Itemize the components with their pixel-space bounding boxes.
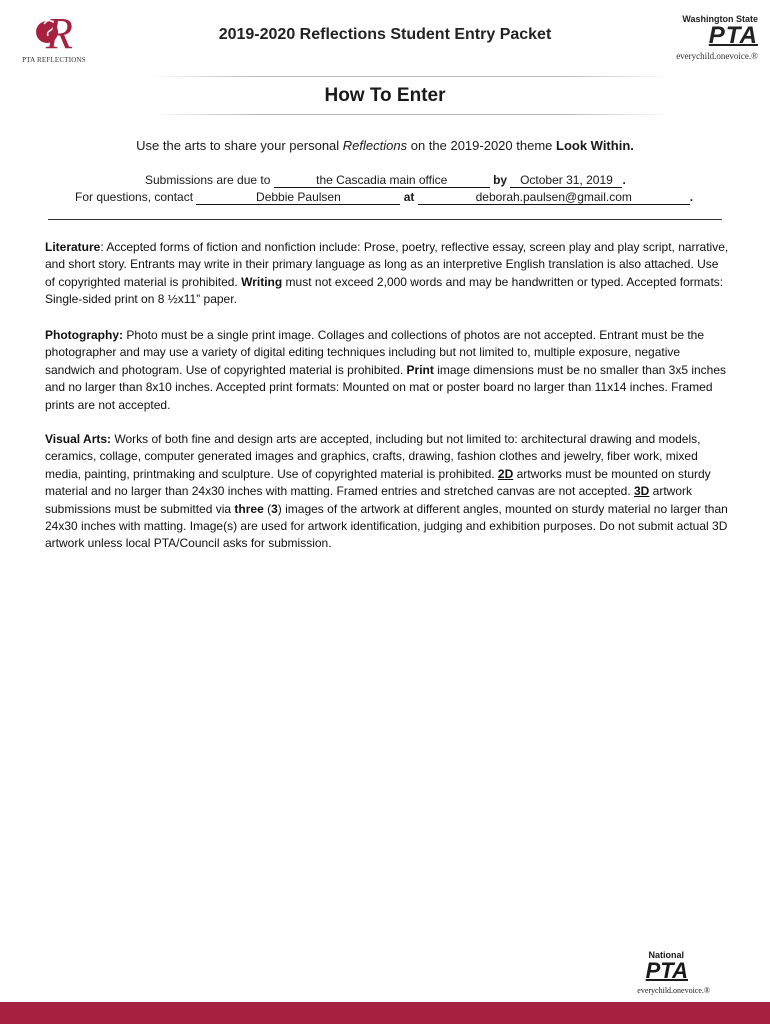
page-title: How To Enter xyxy=(324,85,446,106)
visual-arts-3: 3 xyxy=(271,501,278,516)
reflections-r-icon xyxy=(32,10,82,54)
reflections-logo-caption: PTA REFLECTIONS xyxy=(22,56,86,64)
wa-pta-mark: PTA xyxy=(708,22,758,49)
at-label: at xyxy=(403,190,418,204)
literature-text-1: : Accepted forms of fiction and nonfiction include: Prose, poetry, reflective essay, screen play and play script, narrative, and short story. Entrants may write in their primary language as long as an interpretive English translation is also attached. Use of copyrighted material is prohibited. xyxy=(45,240,729,289)
header-rule xyxy=(150,76,670,77)
visual-arts-text-1: Works of both fine and design arts are accepted, including but not limited to: architectural drawing and models, ceramics, collage, computer generated images and graphics, crafts, drawing, fashion clothes and jewelry, fiber work, mixed media, painting, printmaking and sculpture. Use of copyrighted material is prohibited. xyxy=(45,432,701,481)
literature-heading: Literature xyxy=(45,240,101,254)
due-label: Submissions are due to xyxy=(145,173,274,187)
header-title: 2019-2020 Reflections Student Entry Packet xyxy=(218,26,552,43)
contact-email-field[interactable]: deborah.paulsen@gmail.com xyxy=(418,190,690,205)
visual-arts-2d: 2D xyxy=(497,466,514,481)
visual-arts-text-5: ) images of the artwork at different angles, mounted on sturdy material no larger than 24x30 inches with matting. Image(s) are used for artwork identification, judging and exhibition purposes. Do not submit actual 3D artwork unless local PTA/Council asks for submission. xyxy=(45,501,728,551)
wa-pta-tagline: everychild.onevoice.® xyxy=(676,51,758,61)
intro-emphasis: Reflections xyxy=(342,138,408,153)
literature-paragraph xyxy=(45,239,729,309)
national-pta-logo xyxy=(610,950,710,1000)
literature-text-2: must not exceed 2,000 words and may be handwritten or typed. Accepted formats: Single-sided print on 8 ½x11” paper. xyxy=(45,274,724,307)
national-pta-tagline: everychild.onevoice.® xyxy=(637,986,710,995)
photography-heading: Photography: xyxy=(45,328,123,342)
intro-theme: Look Within. xyxy=(556,138,634,153)
photography-bold-1: Print xyxy=(406,362,434,377)
visual-arts-text-4: ( xyxy=(263,501,272,516)
title-rule xyxy=(150,114,670,115)
due-location-field[interactable]: the Cascadia main office xyxy=(274,173,490,188)
visual-arts-three: three xyxy=(234,501,264,516)
photography-text-1: Photo must be a single print image. Collages and collections of photos are not accepted. Entrant must be the photographer and may use a variety of digital editing techniques including but not limited to, multiple exposure, negative sandwich and photogram. Use of copyrighted material is prohibited. xyxy=(45,328,705,377)
visual-arts-heading: Visual Arts: xyxy=(45,432,112,446)
visual-arts-paragraph xyxy=(45,431,729,553)
svg-text:R: R xyxy=(46,10,73,54)
national-pta-national: National xyxy=(648,950,684,960)
national-pta-mark: PTA xyxy=(645,958,688,983)
due-period: . xyxy=(622,173,626,187)
visual-arts-text-2: artworks must be mounted on sturdy material and no larger than 24x30 inches with matting. Framed entries and stretched canvas are not accepted. xyxy=(45,466,711,499)
intro-pre: Use the arts to share your personal xyxy=(136,138,343,153)
section-divider xyxy=(48,219,722,220)
visual-arts-3d: 3D xyxy=(634,484,650,499)
washington-state-pta-logo xyxy=(608,14,758,64)
footer-bar xyxy=(0,1002,770,1024)
contact-label: For questions, contact xyxy=(75,190,197,204)
by-label: by xyxy=(493,173,511,187)
intro-mid: on the 2019-2020 theme xyxy=(407,138,556,153)
due-date-field[interactable]: October 31, 2019 xyxy=(510,173,622,188)
literature-bold-1: Writing xyxy=(241,274,283,289)
contact-row xyxy=(75,190,693,205)
intro-text xyxy=(0,138,770,153)
photography-text-2: image dimensions must be no smaller than 3x5 inches and no larger than 8x10 inches. Accepted print formats: Mounted on mat or poster board no larger than 11x14 inches. Framed prints are not accepted. xyxy=(45,362,727,412)
pta-reflections-logo xyxy=(14,10,94,66)
visual-arts-text-3: artwork submissions must be submitted via xyxy=(45,484,693,516)
photography-paragraph xyxy=(45,327,729,414)
contact-name-field[interactable]: Debbie Paulsen xyxy=(196,190,400,205)
submission-due-row xyxy=(145,173,626,188)
contact-period: . xyxy=(689,190,694,204)
wa-pta-state: Washington State xyxy=(682,14,758,24)
